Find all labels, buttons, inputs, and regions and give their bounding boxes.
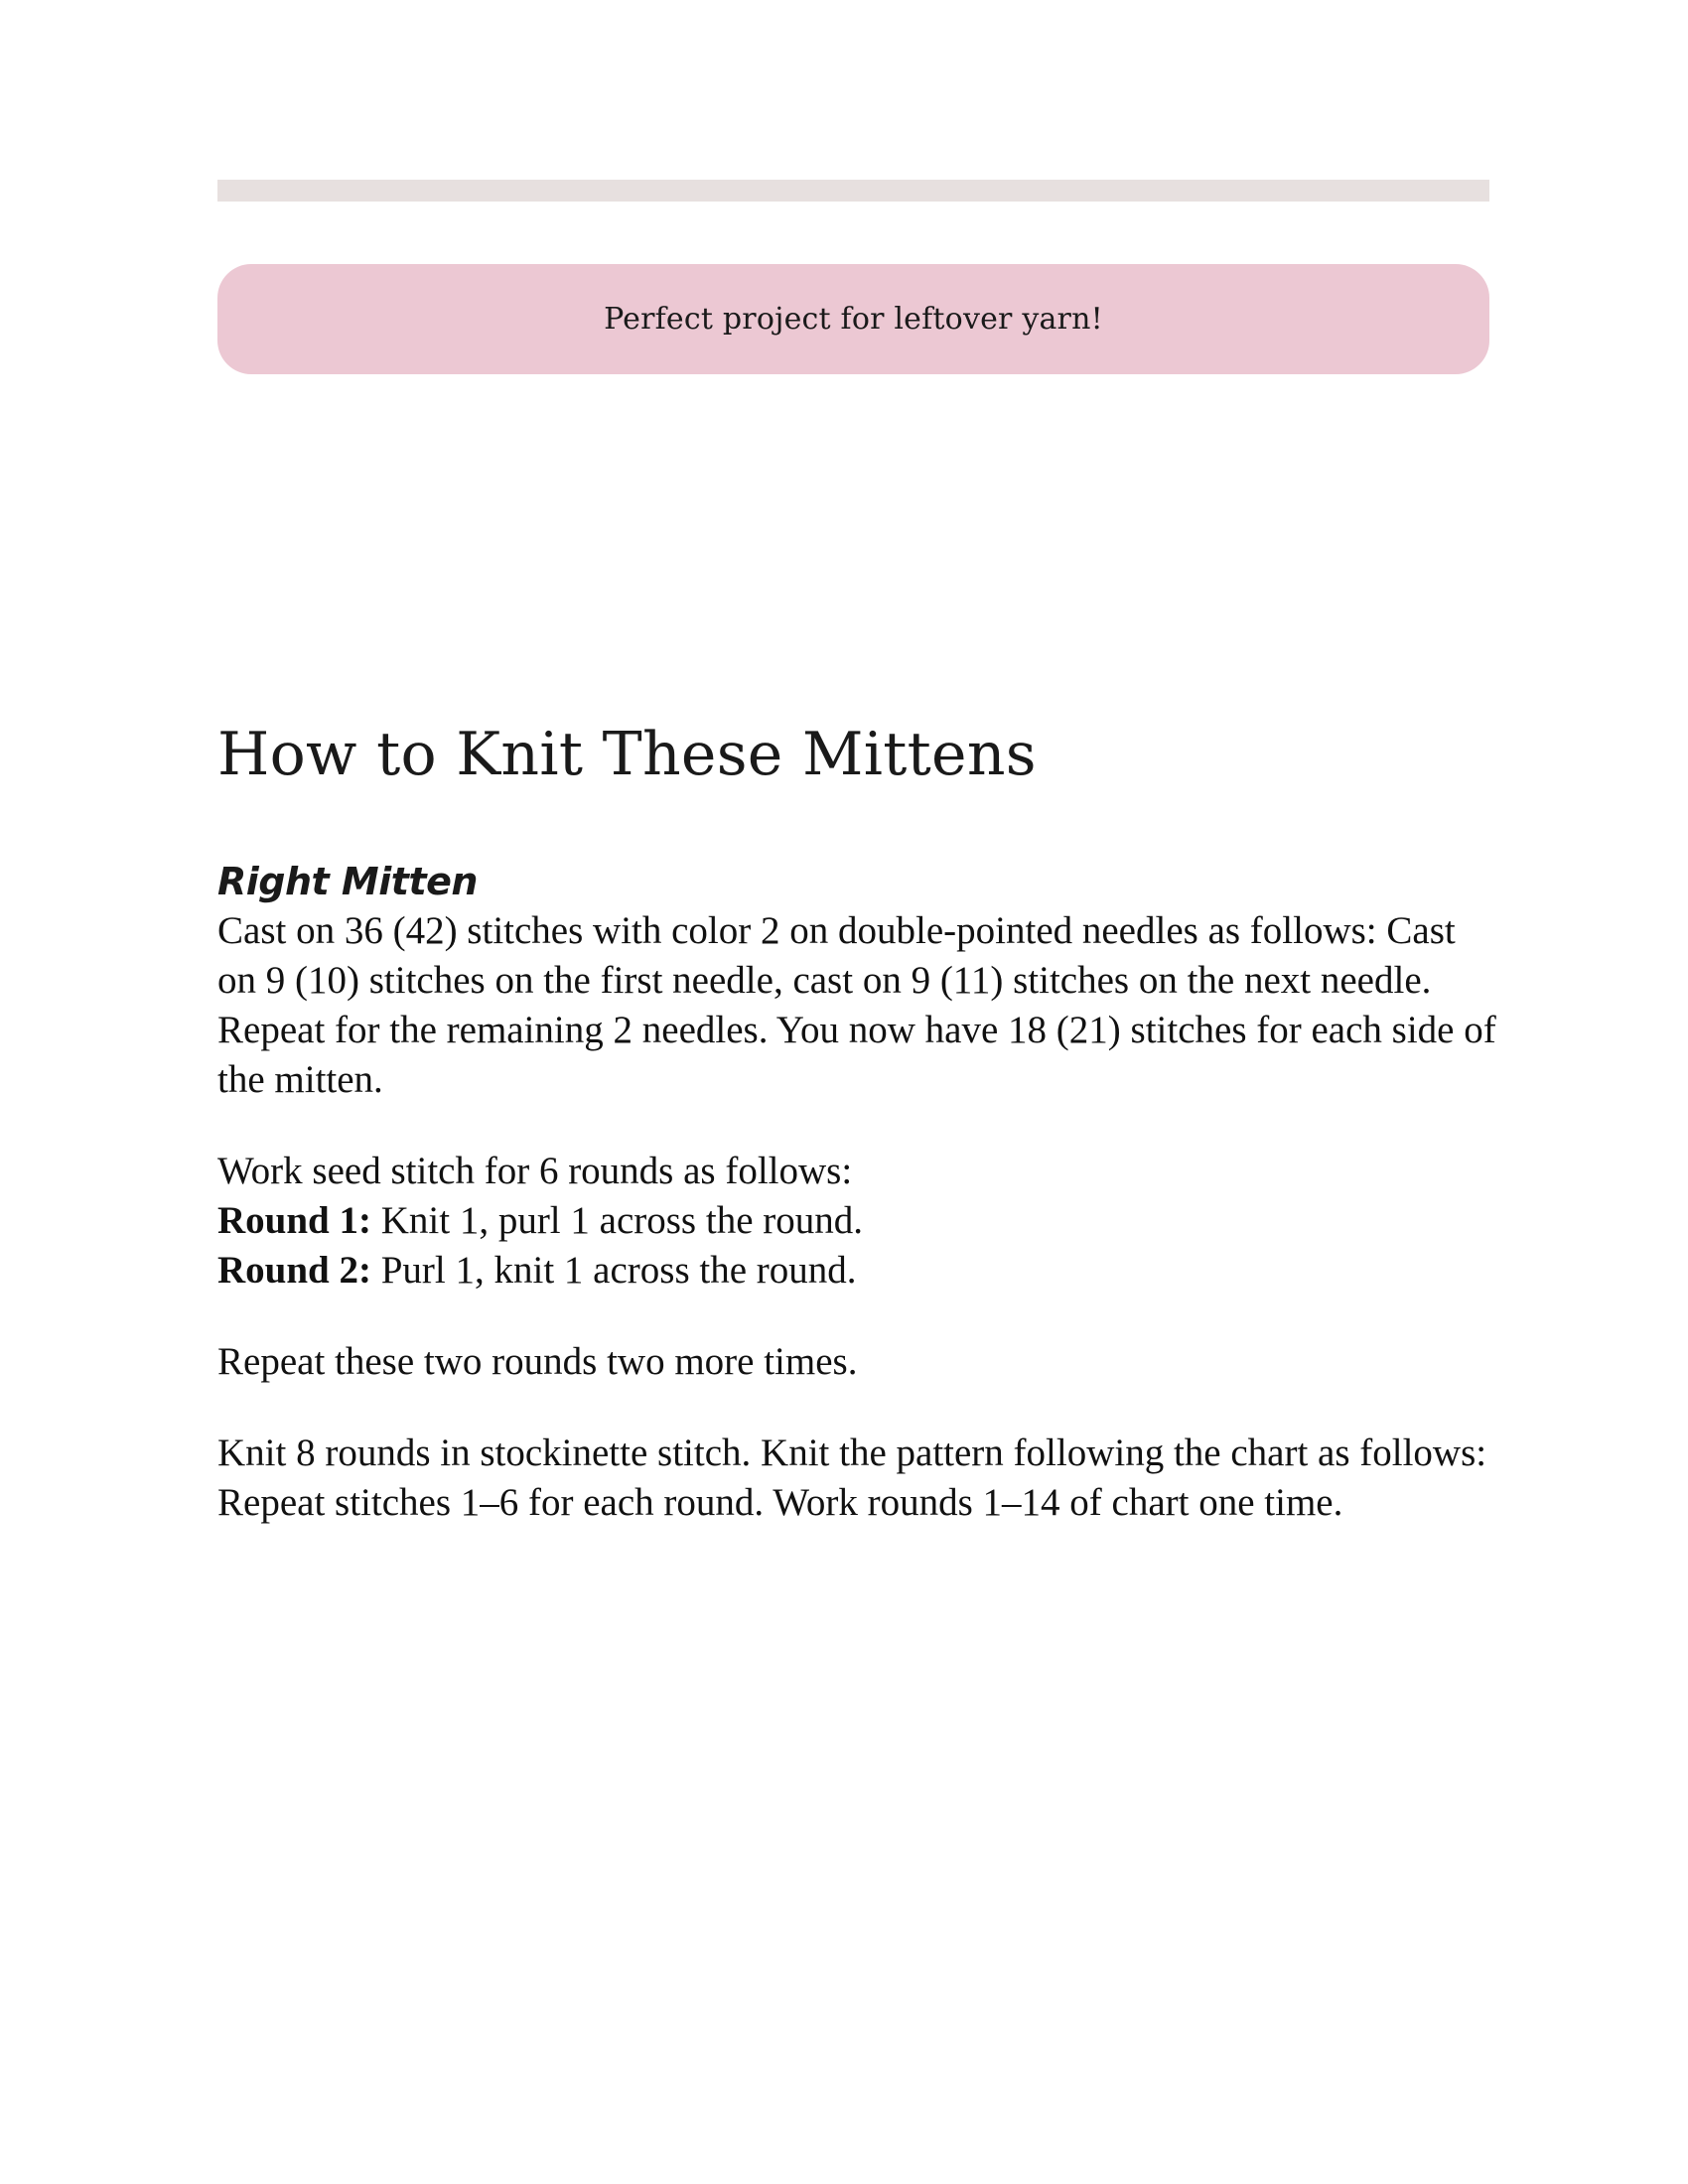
top-divider-bar [217,180,1489,202]
tip-callout [217,264,1489,374]
subheading-right-mitten: Right Mitten [217,860,478,903]
section-title: How to Knit These Mittens [217,720,1037,789]
round-2-label: Round 2: [217,1249,371,1292]
seed-stitch-intro: Work seed stitch for 6 rounds as follows: [217,1150,853,1192]
tip-callout-text: Perfect project for leftover yarn! [604,302,1103,337]
instructions-body [217,859,1498,1570]
repeat-paragraph: Repeat these two rounds two more times. [217,1340,858,1383]
round-2-text: Purl 1, knit 1 across the round. [370,1249,857,1292]
seed-stitch-block [217,1147,1498,1296]
cast-on-paragraph: Cast on 36 (42) stitches with color 2 on double-pointed needles as follows: Cast on 9 (10) stitches on the first needle, cast on 9 (11) stitches on the next needle. Repeat for the remaining 2 needles. You now have 18 (21) stitches for each side of the mitten. [217,909,1496,1101]
chart-paragraph: Knit 8 rounds in stockinette stitch. Knit the pattern following the chart as follows: Repeat stitches 1–6 for each round. Work rounds 1–14 of chart one time. [217,1432,1487,1524]
round-1-text: Knit 1, purl 1 across the round. [370,1199,863,1242]
round-2-line [217,1246,1498,1296]
round-1-line [217,1196,1498,1246]
round-1-label: Round 1: [217,1199,371,1242]
